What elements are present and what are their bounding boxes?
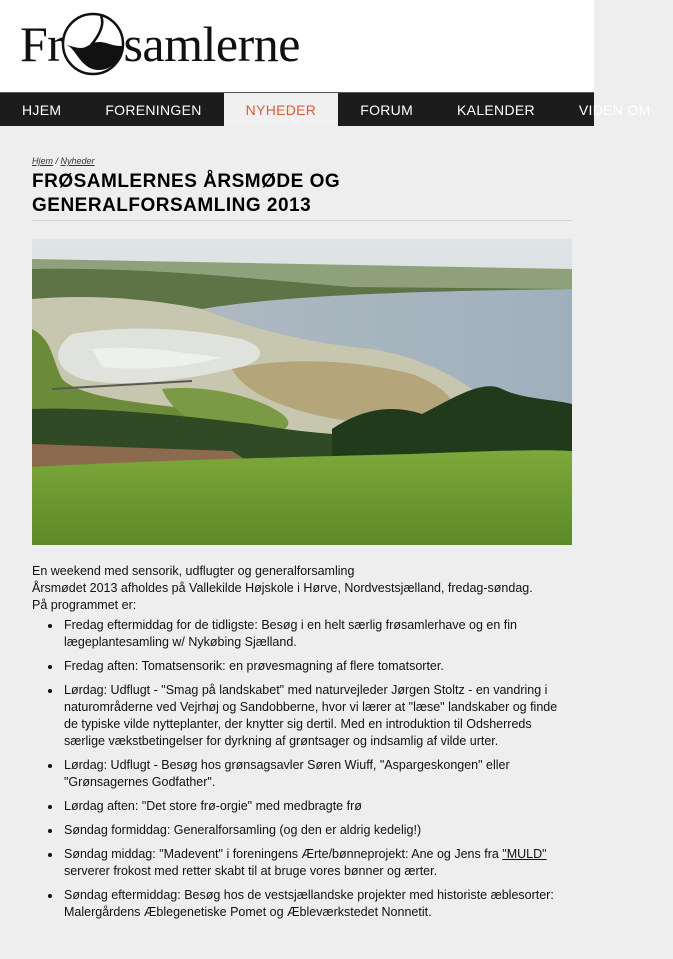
nav-foreningen[interactable]: FORENINGEN xyxy=(105,101,202,118)
intro-line3: På programmet er: xyxy=(32,598,137,612)
landscape-photo xyxy=(32,239,572,545)
list-item-text: serverer frokost med retter skabt til at bruge vores bønner og ærter. xyxy=(64,864,438,878)
seed-logo-icon xyxy=(61,12,125,76)
nav-hjem[interactable]: HJEM xyxy=(22,101,62,118)
list-item: • Søndag eftermiddag: Besøg hos de vestsjællandske projekter med historiste æblesorter: Malergårdens Æblegenetiske Pomet og Æbleværkstedet Nonnetit. xyxy=(62,887,572,921)
breadcrumb-current-link[interactable]: Nyheder xyxy=(60,156,95,166)
list-item: • Fredag aften: Tomatsensorik: en prøvesmagning af flere tomatsorter. xyxy=(62,658,572,675)
nav-kalender[interactable]: KALENDER xyxy=(457,101,535,118)
page-title-line2: GENERALFORSAMLING 2013 xyxy=(32,195,312,216)
muld-link[interactable]: "MULD" xyxy=(502,847,547,861)
list-item: • Lørdag: Udflugt - Besøg hos grønsagsavler Søren Wiuff, "Aspargeskongen" eller "Grønsagernes Godfather". xyxy=(62,757,572,791)
list-item: • Lørdag: Udflugt - "Smag på landskabet" med naturvejleder Jørgen Stoltz - en vandring i naturområderne ved Vejrhøj og Sandobberne, hvor vi lærer at "læse" landskaber og finde de typiske vilde nytteplanter, der knytter sig dertil. Med en introduktion til Odsherreds særlige vækstbetingelser for dyrkning af grøntsager og indsamlig af vilde urter. xyxy=(62,682,572,750)
site-logo[interactable] xyxy=(20,8,300,80)
intro-line1: En weekend med sensorik, udflugter og generalforsamling xyxy=(32,564,355,578)
list-item: • Lørdag aften: "Det store frø-orgie" med medbragte frø xyxy=(62,798,572,815)
page-title-line1: FRØSAMLERNES ÅRSMØDE OG xyxy=(32,171,341,192)
program-list xyxy=(32,617,572,921)
intro-text xyxy=(32,563,572,614)
page-title xyxy=(32,170,572,221)
article xyxy=(0,156,594,921)
breadcrumb-home-link[interactable]: Hjem xyxy=(32,156,54,166)
main-nav xyxy=(0,92,651,126)
breadcrumb-separator: / xyxy=(53,156,61,166)
nav-forum[interactable]: FORUM xyxy=(360,101,414,118)
nav-nyheder[interactable]: NYHEDER xyxy=(224,93,339,126)
breadcrumb xyxy=(32,156,572,166)
logo-text-left: Fr xyxy=(20,16,64,72)
list-item: • Fredag eftermiddag for de tidligste: Besøg i en helt særlig frøsamlerhave og en fin lægeplantesamling w/ Nykøbing Sjælland. xyxy=(62,617,572,651)
nav-viden-om[interactable]: VIDEN OM xyxy=(578,101,651,118)
list-item-text: Søndag middag: "Madevent" i foreningens Ærte/bønneprojekt: Ane og Jens fra xyxy=(64,847,503,861)
site-header xyxy=(0,0,594,92)
logo-text-right: samlerne xyxy=(123,16,300,72)
intro-line2: Årsmødet 2013 afholdes på Vallekilde Højskole i Hørve, Nordvestsjælland, fredag-søndag. xyxy=(32,581,533,595)
list-item xyxy=(62,846,572,880)
list-item: • Søndag formiddag: Generalforsamling (og den er aldrig kedelig!) xyxy=(62,822,572,839)
